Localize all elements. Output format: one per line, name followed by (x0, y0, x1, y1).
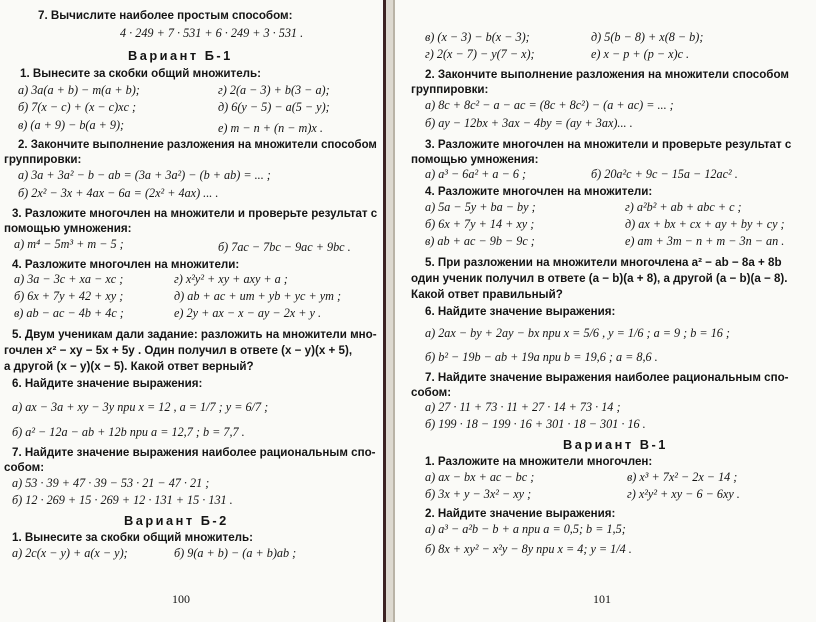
right_page-line-1: д) 5(b − 8) + x(8 − b); (591, 30, 704, 44)
left_page-line-13: б) 2x² − 3x + 4ax − 6a = (2x² + 4ax) ... . (18, 186, 219, 200)
left_page-line-17: б) 7ac − 7bc − 9ac + 9bc . (218, 240, 351, 254)
right_page-line-10: а) a³ − 6a² + a − 6 ; (425, 167, 527, 181)
left_page-line-3: 1. Вынесите за скобки общий множитель: (20, 67, 261, 80)
left_page-line-32: собом: (4, 461, 45, 474)
left_page-line-35: Вариант Б-2 (124, 513, 229, 528)
left_page-line-25: 5. Двум ученикам дали задание: разложить на множители мно- (12, 328, 377, 341)
right_page-line-30: 1. Разложите на множители многочлен: (425, 455, 653, 468)
right_page-line-14: г) a²b² + ab + abc + c ; (625, 200, 742, 214)
left_page-line-36: 1. Вынесите за скобки общий множитель: (12, 531, 253, 544)
right_page-line-38: 101 (593, 592, 611, 606)
left_page-line-27: а другой (x − y)(x − 5). Какой ответ верный? (4, 360, 254, 373)
right_page-line-12: 4. Разложите многочлен на множители: (425, 185, 653, 198)
right_page-line-7: б) ay − 12bx + 3ax − 4by = (ay + 3ax)... . (425, 116, 633, 130)
left_page-line-5: г) 2(a − 3) + b(3 − a); (218, 83, 330, 97)
left_page-line-23: в) ab − ac − 4b + 4c ; (14, 306, 124, 320)
right_page-line-11: б) 20a²c + 9c − 15a − 12ac² . (591, 167, 738, 181)
left_page-line-28: 6. Найдите значение выражения: (12, 377, 203, 390)
left_page-line-0: 7. Вычислите наиболее простым способом: (38, 9, 293, 22)
left_page-line-33: а) 53 · 39 + 47 · 39 − 53 · 21 − 47 · 21 ; (12, 476, 210, 490)
right_page-line-36: а) a³ − a²b − b + a при a = 0,5; b = 1,5; (425, 522, 626, 536)
left_page-line-22: д) ab + ac + um + yb + yc + ym ; (174, 289, 342, 303)
right_page-line-23: а) 2ax − by + 2ay − bx при x = 5/6 , y = 1/6 ; a = 9 ; b = 16 ; (425, 326, 730, 340)
right_page-line-29: Вариант В-1 (563, 437, 668, 452)
left_page-line-14: 3. Разложите многочлен на множители и проверьте результат с (12, 207, 378, 220)
right_page-line-31: а) ax − bx + ac − bc ; (425, 470, 535, 484)
right_page-line-28: б) 199 · 18 − 199 · 16 + 301 · 18 − 301 · 16 . (425, 417, 646, 431)
right_page-line-18: е) am + 3m − n + m − 3n − an . (625, 234, 785, 248)
left_page-line-31: 7. Найдите значение выражения наиболее рациональным спо- (12, 446, 376, 459)
left_page-line-16: а) m⁴ − 5m³ + m − 5 ; (14, 237, 124, 251)
left_page-line-12: а) 3a + 3a² − b − ab = (3a + 3a²) − (b + ab) = ... ; (18, 168, 271, 182)
right_page-line-35: 2. Найдите значение выражения: (425, 507, 616, 520)
right_page-line-15: б) 6x + 7y + 14 + xy ; (425, 217, 535, 231)
left_page-line-11: группировки: (4, 153, 82, 166)
left_page-line-9: е) m − n + (n − m)x . (218, 121, 323, 135)
right_page-line-2: г) 2(x − 7) − y(7 − x); (425, 47, 535, 61)
right_page-line-19: 5. При разложении на множители многочлена a² − ab − 8a + 8b (425, 256, 782, 269)
right_page-line-16: д) ax + bx + cx + ay + by + cy ; (625, 217, 785, 231)
left_page-line-34: б) 12 · 269 + 15 · 269 + 12 · 131 + 15 · 131 . (12, 493, 233, 507)
left_page-line-1: 4 · 249 + 7 · 531 + 6 · 249 + 3 · 531 . (120, 26, 304, 40)
left-page (0, 0, 383, 622)
book-spine (383, 0, 395, 622)
left_page-line-19: а) 3a − 3c + xa − xc ; (14, 272, 124, 286)
left_page-line-24: е) 2y + ax − x − ay − 2x + y . (174, 306, 322, 320)
left_page-line-6: б) 7(x − c) + (x − c)xc ; (18, 100, 137, 114)
right_page-line-32: в) x³ + 7x² − 2x − 14 ; (627, 470, 738, 484)
left_page-line-38: б) 9(a + b) − (a + b)ab ; (174, 546, 297, 560)
left_page-line-10: 2. Закончите выполнение разложения на множители способом (18, 138, 377, 151)
right_page-line-17: в) ab + ac − 9b − 9c ; (425, 234, 535, 248)
left_page-line-18: 4. Разложите многочлен на множители: (12, 258, 240, 271)
left_page-line-39: 100 (172, 592, 190, 606)
right_page-line-24: б) b² − 19b − ab + 19a при b = 19,6 ; a = 8,6 . (425, 350, 658, 364)
right_page-line-21: Какой ответ правильный? (411, 288, 563, 301)
right_page-line-26: собом: (411, 386, 452, 399)
right_page-line-8: 3. Разложите многочлен на множители и проверьте результат с (425, 138, 792, 151)
left_page-line-29: а) ax − 3a + xy − 3y при x = 12 , a = 1/7 ; y = 6/7 ; (12, 400, 269, 414)
right_page-line-25: 7. Найдите значение выражения наиболее рациональным спо- (425, 371, 789, 384)
left_page-line-2: Вариант Б-1 (128, 48, 233, 63)
right_page-line-33: б) 3x + y − 3x² − xy ; (425, 487, 532, 501)
left_page-line-26: гочлен x² − xy − 5x + 5y . Один получил в ответе (x − y)(x + 5), (4, 344, 353, 357)
right-page (395, 0, 816, 622)
right_page-line-0: в) (x − 3) − b(x − 3); (425, 30, 530, 44)
right_page-line-34: г) x²y² + xy − 6 − 6xy . (627, 487, 740, 501)
left_page-line-15: помощью умножения: (4, 222, 132, 235)
left_page-line-30: б) a² − 12a − ab + 12b при a = 12,7 ; b = 7,7 . (12, 425, 245, 439)
left_page-line-20: г) x²y² + xy + axy + a ; (174, 272, 288, 286)
right_page-line-6: а) 8c + 8c² − a − ac = (8c + 8c²) − (a + ac) = ... ; (425, 98, 674, 112)
right_page-line-3: е) x − p + (p − x)c . (591, 47, 690, 61)
right_page-line-13: а) 5a − 5y + ba − by ; (425, 200, 536, 214)
right_page-line-9: помощью умножения: (411, 153, 539, 166)
right_page-line-27: а) 27 · 11 + 73 · 11 + 27 · 14 + 73 · 14 ; (425, 400, 621, 414)
right_page-line-4: 2. Закончите выполнение разложения на множители способом (425, 68, 789, 81)
right_page-line-37: б) 8x + xy² − x²y − 8y при x = 4; y = 1/4 . (425, 542, 632, 556)
right_page-line-20: один ученик получил в ответе (a − b)(a + 8), а другой (a − b)(a − 8). (411, 272, 788, 285)
right_page-line-5: группировки: (411, 83, 489, 96)
left_page-line-8: в) (a + 9) − b(a + 9); (18, 118, 125, 132)
left_page-line-21: б) 6x + 7y + 42 + xy ; (14, 289, 124, 303)
left_page-line-4: а) 3a(a + b) − m(a + b); (18, 83, 140, 97)
right_page-line-22: 6. Найдите значение выражения: (425, 305, 616, 318)
left_page-line-7: д) 6(y − 5) − a(5 − y); (218, 100, 330, 114)
left_page-line-37: а) 2c(x − y) + a(x − y); (12, 546, 128, 560)
